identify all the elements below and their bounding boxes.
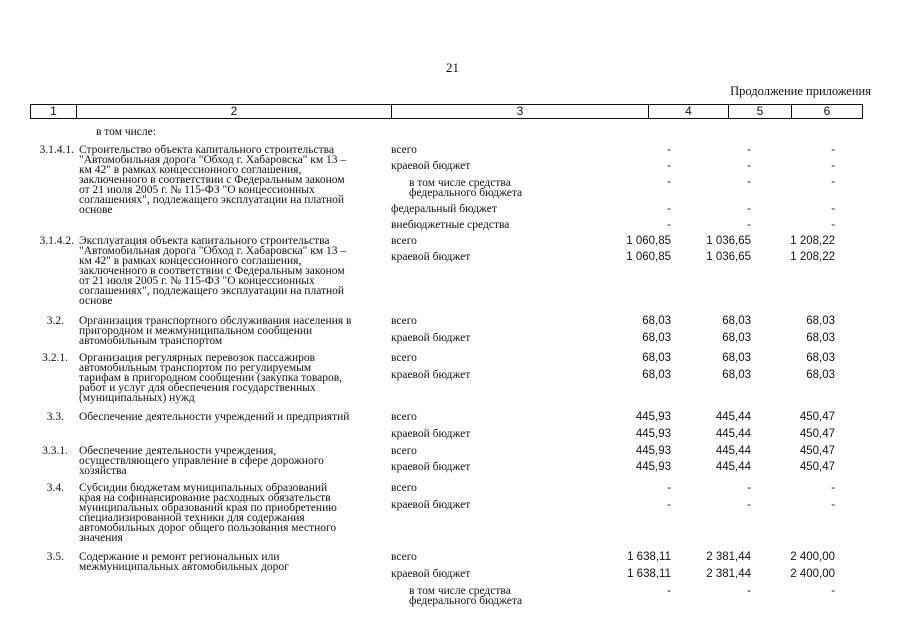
source-label: всего bbox=[391, 352, 417, 364]
value-col-4: - bbox=[667, 499, 671, 511]
value-col-4: - bbox=[667, 176, 671, 188]
value-col-4: 445,93 bbox=[635, 428, 671, 440]
value-col-6: 68,03 bbox=[806, 369, 835, 381]
including-label: в том числе: bbox=[96, 126, 156, 138]
row-name: Организация транспортного обслуживания населения в пригородном и межмуниципальном сообщении автомобильным транспортом bbox=[79, 315, 352, 347]
row-name: Содержание и ремонт региональных или межмуниципальных автомобильных дорог bbox=[79, 551, 289, 573]
value-col-4: - bbox=[667, 144, 671, 156]
source-label: краевой бюджет bbox=[391, 568, 471, 580]
value-col-6: 1 208,22 bbox=[790, 251, 835, 263]
value-col-5: 68,03 bbox=[722, 315, 751, 327]
source-label: в том числе средства федерального бюджета bbox=[409, 177, 523, 199]
header-col-6: 6 bbox=[823, 104, 831, 118]
value-col-4: 445,93 bbox=[635, 461, 671, 473]
source-label: краевой бюджет bbox=[391, 499, 471, 511]
value-col-4: - bbox=[667, 482, 671, 494]
value-col-6: 68,03 bbox=[806, 352, 835, 364]
source-label: всего bbox=[391, 551, 417, 563]
value-col-6: - bbox=[831, 585, 835, 597]
value-col-4: 445,93 bbox=[635, 411, 671, 423]
row-number: 3.1.4.1. bbox=[39, 144, 74, 156]
value-col-4: 68,03 bbox=[642, 315, 671, 327]
value-col-5: 68,03 bbox=[722, 352, 751, 364]
value-col-5: 68,03 bbox=[722, 332, 751, 344]
source-label: краевой бюджет bbox=[391, 160, 471, 172]
value-col-5: - bbox=[747, 219, 751, 231]
value-col-5: 1 036,65 bbox=[706, 235, 751, 247]
value-col-4: - bbox=[667, 203, 671, 215]
value-col-5: - bbox=[747, 160, 751, 172]
value-col-5: 2 381,44 bbox=[706, 568, 751, 580]
value-col-5: 445,44 bbox=[715, 461, 751, 473]
value-col-6: - bbox=[831, 499, 835, 511]
header-col-5: 5 bbox=[729, 105, 792, 118]
row-name: Эксплуатация объекта капитального строительства "Автомобильная дорога "Обход г. Хабаровска" км 13 – км 42" в рамках концессионного соглашения, заключенного в соответствии с Федеральным законом от 21 июля 2005 г. № 115-ФЗ "О концессионных соглашениях", подлежащего эксплуатации на платной основе bbox=[79, 235, 347, 307]
value-col-5: - bbox=[747, 482, 751, 494]
row-number: 3.3.1. bbox=[42, 445, 68, 457]
value-col-4: 68,03 bbox=[642, 352, 671, 364]
value-col-4: - bbox=[667, 219, 671, 231]
page-number: 21 bbox=[446, 60, 459, 75]
value-col-4: - bbox=[667, 585, 671, 597]
value-col-5: - bbox=[747, 585, 751, 597]
row-number: 3.4. bbox=[46, 482, 64, 494]
value-col-5: 1 036,65 bbox=[706, 251, 751, 263]
table-header bbox=[30, 104, 863, 119]
value-col-4: 68,03 bbox=[642, 332, 671, 344]
value-col-6: 450,47 bbox=[799, 445, 835, 457]
source-label: всего bbox=[391, 482, 417, 494]
source-label: в том числе средства федерального бюджета bbox=[409, 585, 523, 607]
value-col-6: 2 400,00 bbox=[790, 568, 835, 580]
row-name: Обеспечение деятельности учреждений и предприятий bbox=[79, 411, 350, 423]
value-col-4: 445,93 bbox=[635, 445, 671, 457]
source-label: краевой бюджет bbox=[391, 251, 471, 263]
row-name: Организация регулярных перевозок пассажиров автомобильным транспортом по регулируемым тарифам в пригородном сообщении (закупка товаров, работ и услуг для обеспечения государственных (муниципальных) нужд bbox=[79, 352, 343, 404]
row-name: Обеспечение деятельности учреждения, осуществляющего управление в сфере дорожного хозяйства bbox=[79, 445, 324, 477]
source-label: всего bbox=[391, 235, 417, 247]
source-label: всего bbox=[391, 445, 417, 457]
value-col-4: 1 638,11 bbox=[627, 551, 671, 563]
source-label: всего bbox=[391, 411, 417, 423]
source-label: краевой бюджет bbox=[391, 332, 471, 344]
source-label: всего bbox=[391, 315, 417, 327]
header-col-4: 4 bbox=[649, 105, 729, 118]
value-col-6: 450,47 bbox=[799, 428, 835, 440]
value-col-6: - bbox=[831, 219, 835, 231]
row-number: 3.3. bbox=[46, 411, 64, 423]
source-label: краевой бюджет bbox=[391, 461, 471, 473]
value-col-6: 68,03 bbox=[806, 332, 835, 344]
value-col-5: - bbox=[747, 203, 751, 215]
row-name: Строительство объекта капитального строительства "Автомобильная дорога "Обход г. Хабаровска" км 13 – км 42" в рамках концессионного соглашения, заключенного в соответствии с Федеральным законом от 21 июля 2005 г. № 115-ФЗ "О концессионных соглашениях", подлежащего эксплуатации на платной основе bbox=[79, 144, 347, 216]
header-col-1: 1 bbox=[31, 105, 77, 118]
value-col-6: 2 400,00 bbox=[790, 551, 835, 563]
value-col-6: 450,47 bbox=[799, 461, 835, 473]
source-label: краевой бюджет bbox=[391, 428, 471, 440]
row-number: 3.2.1. bbox=[42, 352, 68, 364]
row-number: 3.2. bbox=[46, 315, 64, 327]
value-col-6: - bbox=[831, 203, 835, 215]
value-col-5: 445,44 bbox=[715, 445, 751, 457]
value-col-4: - bbox=[667, 160, 671, 172]
value-col-4: 1 060,85 bbox=[626, 251, 671, 263]
continuation-label: Продолжение приложения bbox=[730, 84, 871, 98]
value-col-5: - bbox=[747, 144, 751, 156]
source-label: всего bbox=[391, 144, 417, 156]
row-number: 3.1.4.2. bbox=[39, 235, 74, 247]
value-col-6: 450,47 bbox=[799, 411, 835, 423]
value-col-6: - bbox=[831, 176, 835, 188]
value-col-6: - bbox=[831, 160, 835, 172]
row-name: Субсидии бюджетам муниципальных образований края на софинансирование расходных обязательств муниципальных образований края по приобретению специализированной техники для содержания автомобильных дорог общего пользования местного значения bbox=[79, 482, 337, 544]
value-col-6: - bbox=[831, 482, 835, 494]
source-label: федеральный бюджет bbox=[391, 203, 497, 215]
value-col-5: 445,44 bbox=[715, 411, 751, 423]
value-col-5: - bbox=[747, 176, 751, 188]
value-col-6: 68,03 bbox=[806, 315, 835, 327]
value-col-4: 68,03 bbox=[642, 369, 671, 381]
source-label: краевой бюджет bbox=[391, 369, 471, 381]
value-col-4: 1 638,11 bbox=[627, 568, 671, 580]
value-col-5: 445,44 bbox=[715, 428, 751, 440]
value-col-5: 2 381,44 bbox=[706, 551, 751, 563]
header-col-2: 2 bbox=[77, 105, 392, 118]
value-col-6: 1 208,22 bbox=[790, 235, 835, 247]
value-col-5: - bbox=[747, 499, 751, 511]
row-number: 3.5. bbox=[46, 551, 64, 563]
source-label: внебюджетные средства bbox=[391, 219, 510, 231]
value-col-4: 1 060,85 bbox=[626, 235, 671, 247]
value-col-6: - bbox=[831, 144, 835, 156]
value-col-5: 68,03 bbox=[722, 369, 751, 381]
header-col-3: 3 bbox=[392, 105, 649, 118]
